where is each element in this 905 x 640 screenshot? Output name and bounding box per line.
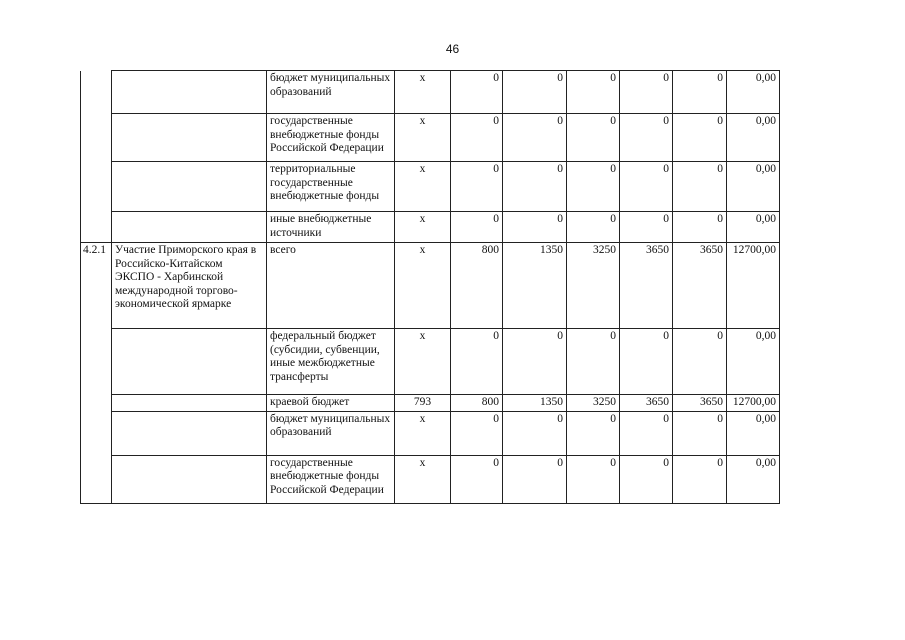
year-value-cell: 3650: [620, 395, 673, 412]
year-value-cell: 3250: [567, 395, 620, 412]
budget-table: [80, 70, 780, 504]
budget-code-cell: х: [395, 212, 451, 243]
year-value-cell: 0: [620, 455, 673, 503]
year-value-cell: 0: [673, 162, 727, 212]
year-value-cell: 0: [567, 114, 620, 162]
event-name-cell: [112, 114, 267, 162]
funding-source-cell: государственные внебюджетные фонды Российской Федерации: [267, 114, 395, 162]
year-value-cell: 0: [620, 71, 673, 114]
row-number-cell: [81, 71, 112, 243]
funding-source-cell: государственные внебюджетные фонды Российской Федерации: [267, 455, 395, 503]
total-cell: 0,00: [727, 71, 780, 114]
funding-source-cell: иные внебюджетные источники: [267, 212, 395, 243]
budget-code-cell: х: [395, 114, 451, 162]
year-value-cell: 0: [503, 455, 567, 503]
year-value-cell: 0: [673, 114, 727, 162]
year-value-cell: 0: [503, 329, 567, 395]
event-name-cell: [112, 411, 267, 455]
table-row: [81, 411, 780, 455]
year-value-cell: 0: [620, 212, 673, 243]
table-row: [81, 71, 780, 114]
funding-source-cell: всего: [267, 243, 395, 329]
year-value-cell: 0: [673, 455, 727, 503]
year-value-cell: 0: [673, 411, 727, 455]
funding-source-cell: бюджет муниципальных образований: [267, 411, 395, 455]
table-row: [81, 329, 780, 395]
year-value-cell: 0: [503, 411, 567, 455]
total-cell: 0,00: [727, 329, 780, 395]
year-value-cell: 0: [451, 162, 503, 212]
year-value-cell: 0: [673, 329, 727, 395]
year-value-cell: 1350: [503, 243, 567, 329]
budget-code-cell: 793: [395, 395, 451, 412]
total-cell: 0,00: [727, 455, 780, 503]
year-value-cell: 0: [451, 114, 503, 162]
year-value-cell: 0: [673, 212, 727, 243]
year-value-cell: 800: [451, 395, 503, 412]
year-value-cell: 0: [503, 162, 567, 212]
funding-source-cell: территориальные государственные внебюджетные фонды: [267, 162, 395, 212]
year-value-cell: 0: [620, 411, 673, 455]
table-row: [81, 162, 780, 212]
funding-source-cell: федеральный бюджет (субсидии, субвенции, иные межбюджетные трансферты: [267, 329, 395, 395]
total-cell: 0,00: [727, 212, 780, 243]
year-value-cell: 3650: [673, 243, 727, 329]
funding-source-cell: бюджет муниципальных образований: [267, 71, 395, 114]
event-name-cell: [112, 455, 267, 503]
year-value-cell: 3650: [673, 395, 727, 412]
total-cell: 12700,00: [727, 243, 780, 329]
event-name-cell: [112, 395, 267, 412]
year-value-cell: 0: [503, 71, 567, 114]
event-name-cell: [112, 162, 267, 212]
year-value-cell: 0: [567, 71, 620, 114]
table-row: [81, 212, 780, 243]
budget-code-cell: х: [395, 71, 451, 114]
year-value-cell: 0: [620, 114, 673, 162]
event-name-cell: [112, 212, 267, 243]
budget-code-cell: х: [395, 329, 451, 395]
year-value-cell: 0: [567, 411, 620, 455]
year-value-cell: 800: [451, 243, 503, 329]
table-row: [81, 243, 780, 329]
total-cell: 0,00: [727, 114, 780, 162]
year-value-cell: 0: [451, 212, 503, 243]
year-value-cell: 3250: [567, 243, 620, 329]
year-value-cell: 0: [620, 329, 673, 395]
year-value-cell: 0: [567, 455, 620, 503]
event-name-cell: [112, 329, 267, 395]
total-cell: 0,00: [727, 162, 780, 212]
year-value-cell: 1350: [503, 395, 567, 412]
year-value-cell: 0: [503, 114, 567, 162]
total-cell: 0,00: [727, 411, 780, 455]
budget-code-cell: х: [395, 162, 451, 212]
year-value-cell: 0: [567, 329, 620, 395]
year-value-cell: 3650: [620, 243, 673, 329]
table-row: [81, 395, 780, 412]
budget-code-cell: х: [395, 455, 451, 503]
year-value-cell: 0: [451, 329, 503, 395]
event-name-cell: Участие Приморского края в Российско-Китайском ЭКСПО - Харбинской международной торгово-экономической ярмарке: [112, 243, 267, 329]
year-value-cell: 0: [620, 162, 673, 212]
table-row: [81, 114, 780, 162]
budget-code-cell: х: [395, 243, 451, 329]
year-value-cell: 0: [451, 455, 503, 503]
year-value-cell: 0: [567, 212, 620, 243]
event-name-cell: [112, 71, 267, 114]
year-value-cell: 0: [503, 212, 567, 243]
table-row: [81, 455, 780, 503]
budget-code-cell: х: [395, 411, 451, 455]
year-value-cell: 0: [673, 71, 727, 114]
year-value-cell: 0: [451, 71, 503, 114]
year-value-cell: 0: [451, 411, 503, 455]
total-cell: 12700,00: [727, 395, 780, 412]
page-number: 46: [445, 42, 460, 56]
funding-source-cell: краевой бюджет: [267, 395, 395, 412]
row-number-cell: 4.2.1: [81, 243, 112, 504]
year-value-cell: 0: [567, 162, 620, 212]
